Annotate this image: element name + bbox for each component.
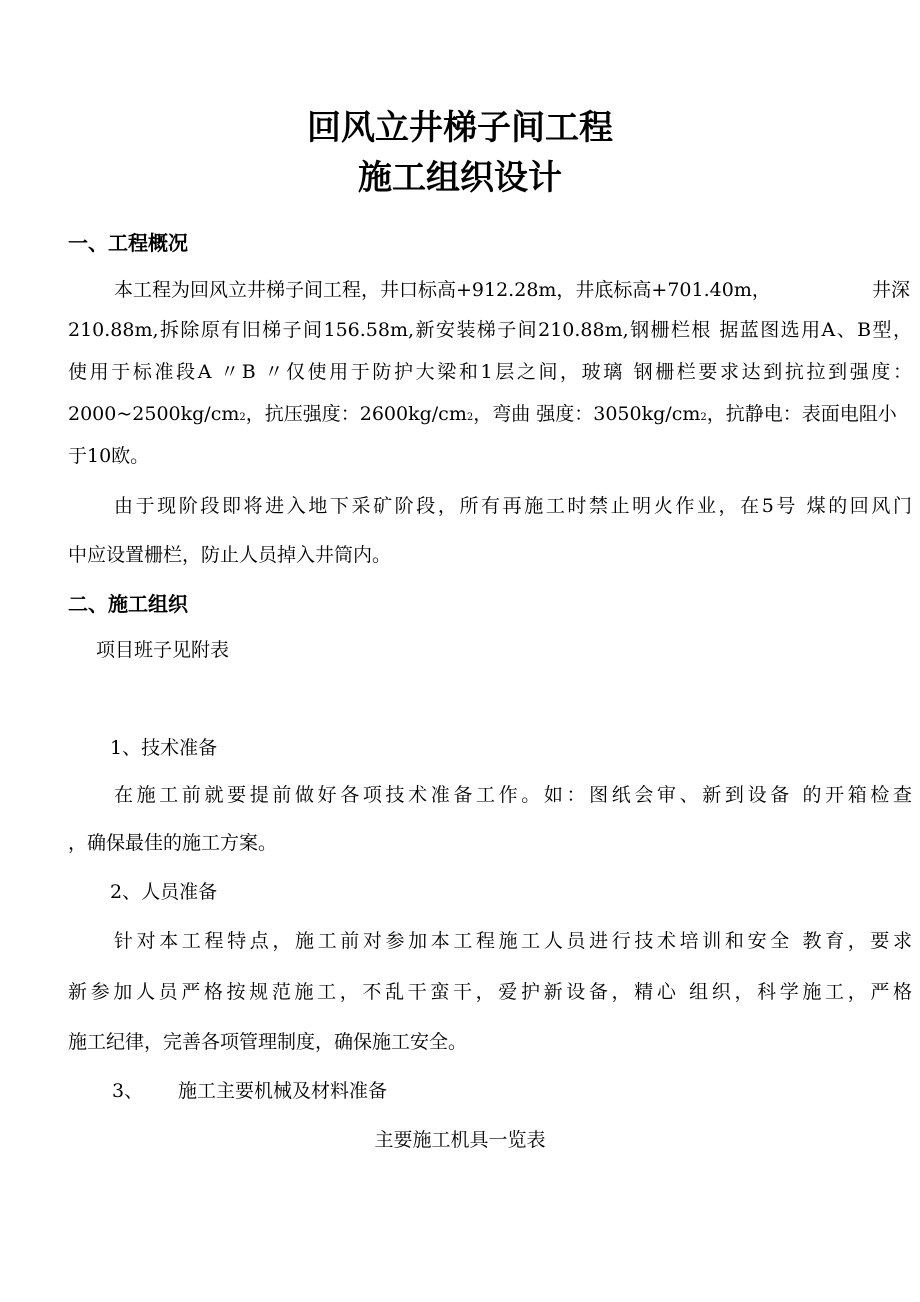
section1-heading: 一、工程概况: [68, 231, 188, 255]
para1-line4: [68, 400, 914, 432]
section2-intro: 项目班子见附表: [96, 639, 230, 661]
item2-line3: 施工纪律，完善各项管理制度，确保施工安全。: [68, 1031, 468, 1053]
para2-line1: 由于现阶段即将进入地下采矿阶段，所有再施工时禁止明火作业，在5号 煤的回风门: [114, 495, 912, 517]
document-title-line1: 回风立井梯子间工程: [307, 108, 613, 148]
item1-line2: ，确保最佳的施工方案。: [68, 832, 278, 854]
table-caption: 主要施工机具一览表: [374, 1129, 546, 1151]
item2-line2: 新参加人员严格按规范施工，不乱干蛮干，爱护新设备，精心 组织，科学施工，严格: [68, 981, 912, 1003]
superscript-2: 2: [466, 412, 474, 423]
para1-line4-part3: ，弯曲 强度：3050kg/cm: [473, 403, 701, 425]
item2-title: 2、人员准备: [110, 881, 218, 903]
para2-line2: 中应设置栅栏，防止人员掉入井筒内。: [68, 544, 392, 566]
item3-title: 施工主要机械及材料准备: [178, 1080, 388, 1102]
para1-line1-tail: 井深: [872, 279, 911, 301]
item3-number: 3、: [112, 1080, 144, 1102]
superscript-2: 2: [239, 412, 246, 423]
section2-heading: 二、施工组织: [68, 592, 188, 616]
superscript-2: 2: [700, 412, 707, 423]
item1-title: 1、技术准备: [110, 737, 218, 759]
para1-line1-text: 本工程为回风立井梯子间工程，井口标高+912.28m，井底标高+701.40m，: [114, 279, 771, 301]
para1-line4-part2: ，抗压强度：2600kg/cm: [245, 403, 467, 425]
item1-line1: 在施工前就要提前做好各项技术准备工作。如：图纸会审、新到设备 的开箱检查: [114, 784, 912, 806]
para1-line5: 于10欧。: [68, 445, 150, 467]
para1-line4-part1: 2000~2500kg/cm: [68, 403, 240, 425]
document-title-line2: 施工组织设计: [358, 158, 562, 198]
item2-line1: 针对本工程特点，施工前对参加本工程施工人员进行技术培训和安全 教育，要求: [114, 930, 912, 952]
para1-line4-part4: ，抗静电：表面电阻小: [706, 403, 897, 425]
para1-line2: 210.88m,拆除原有旧梯子间156.58m,新安装梯子间210.88m,钢栅栏根 据蓝图选用A、B型，: [68, 319, 912, 341]
para1-line3: 使用于标准段A 〃B 〃仅使用于防护大梁和1层之间，玻璃 钢栅栏要求达到抗拉到强度：: [68, 361, 912, 383]
